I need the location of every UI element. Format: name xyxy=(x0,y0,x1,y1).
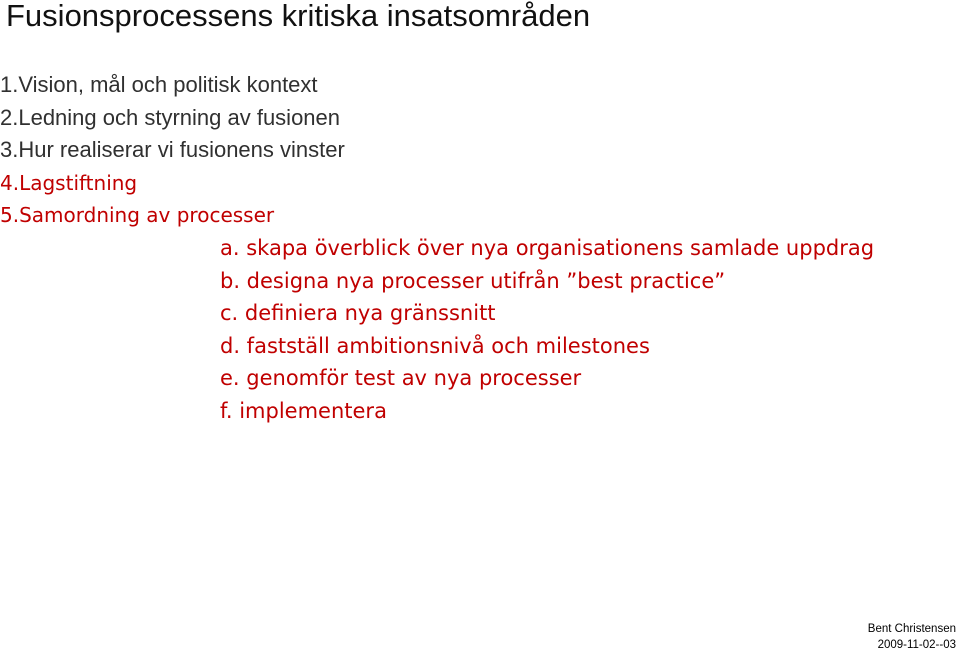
slide-title: Fusionsprocessens kritiska insatsområden xyxy=(6,0,591,33)
main-list-item: 2.Ledning och styrning av fusionen xyxy=(0,104,341,130)
sub-list-item: b. designa nya processer utifrån ”best practice” xyxy=(220,268,726,293)
main-list-item: 3.Hur realiserar vi fusionens vinster xyxy=(0,137,345,162)
main-list-item: 1.Vision, mål och politisk kontext xyxy=(0,72,318,97)
main-list xyxy=(0,69,345,232)
main-list-item: 5.Samordning av processer xyxy=(0,203,275,227)
footer xyxy=(868,621,956,653)
main-list-item: 4.Lagstiftning xyxy=(0,170,138,195)
sub-list xyxy=(220,232,874,428)
footer-author: Bent Christensen xyxy=(867,623,956,635)
sub-list-item: c. definiera nya gränssnitt xyxy=(220,301,496,326)
sub-list-item: f. implementera xyxy=(220,398,387,423)
sub-list-item: d. fastställ ambitionsnivå och milestones xyxy=(220,333,650,358)
footer-date: 2009-11-02--03 xyxy=(877,639,956,651)
sub-list-item: a. skapa överblick över nya organisationens samlade uppdrag xyxy=(220,236,875,260)
sub-list-item: e. genomför test av nya processer xyxy=(220,366,582,391)
